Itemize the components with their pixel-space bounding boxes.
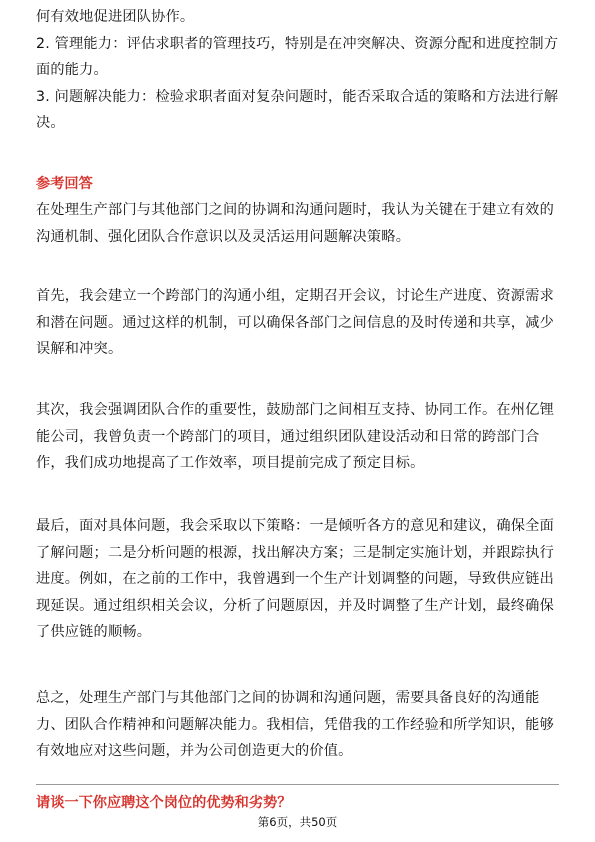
paragraph-line: 沟通机制、强化团队合作意识以及灵活运用问题解决策略。 bbox=[36, 228, 411, 245]
paragraph-line: 首先，我会建立一个跨部门的沟通小组，定期召开会议，讨论生产进度、资源需求 bbox=[36, 288, 554, 304]
intro-line: 决。 bbox=[36, 115, 65, 131]
intro-line: 何有效地促进团队协作。 bbox=[36, 9, 195, 25]
paragraph-line: 能公司，我曾负责一个跨部门的项目，通过组织团队建设活动和日常的跨部门合 bbox=[36, 428, 540, 445]
paragraph-line: 了供应链的顺畅。 bbox=[36, 624, 152, 640]
paragraph-line: 其次，我会强调团队合作的重要性，鼓励部门之间相互支持、协同工作。在州亿锂 bbox=[36, 402, 554, 418]
answer-paragraph bbox=[36, 397, 563, 477]
paragraph-line: 现延误。通过组织相关会议，分析了问题原因，并及时调整了生产计划，最终确保 bbox=[36, 597, 554, 614]
paragraph-line: 最后，面对具体问题，我会采取以下策略：一是倾听各方的意见和建议，确保全面 bbox=[36, 518, 554, 534]
answer-paragraph bbox=[36, 283, 563, 363]
intro-line: 面的能力。 bbox=[36, 62, 108, 78]
section-divider bbox=[36, 784, 559, 785]
answer-paragraph bbox=[36, 197, 563, 250]
paragraph-line: 有效地应对这些问题，并为公司创造更大的价值。 bbox=[36, 743, 353, 759]
intro-text bbox=[36, 4, 563, 137]
paragraph-line: 进度。例如，在之前的工作中，我曾遇到一个生产计划调整的问题，导致供应链出 bbox=[36, 571, 554, 587]
intro-line: 3. 问题解决能力：检验求职者面对复杂问题时，能否采取合适的策略和方法进行解 bbox=[36, 88, 559, 105]
answer-paragraph bbox=[36, 513, 563, 646]
paragraph-line: 误解和冲突。 bbox=[36, 341, 123, 357]
paragraph-line: 在处理生产部门与其他部门之间的协调和沟通问题时，我认为关键在于建立有效的 bbox=[36, 202, 554, 218]
paragraph-line: 了解问题；二是分析问题的根源，找出解决方案；三是制定实施计划，并跟踪执行 bbox=[36, 544, 554, 561]
next-question-heading: 请谈一下你应聘这个岗位的优势和劣势？ bbox=[36, 795, 292, 811]
paragraph-line: 力、团队合作精神和问题解决能力。我相信，凭借我的工作经验和所学知识，能够 bbox=[36, 716, 554, 733]
page-number: 第6页，共50页 bbox=[257, 815, 338, 829]
paragraph-line: 总之，处理生产部门与其他部门之间的协调和沟通问题，需要具备良好的沟通能 bbox=[36, 690, 540, 706]
answer-heading: 参考回答 bbox=[36, 176, 93, 192]
paragraph-line: 和潜在问题。通过这样的机制，可以确保各部门之间信息的及时传递和共享，减少 bbox=[36, 314, 554, 331]
intro-line: 2. 管理能力：评估求职者的管理技巧，特别是在冲突解决、资源分配和进度控制方 bbox=[36, 35, 559, 52]
paragraph-line: 作，我们成功地提高了工作效率，项目提前完成了预定目标。 bbox=[36, 455, 425, 471]
answer-paragraph bbox=[36, 685, 563, 765]
